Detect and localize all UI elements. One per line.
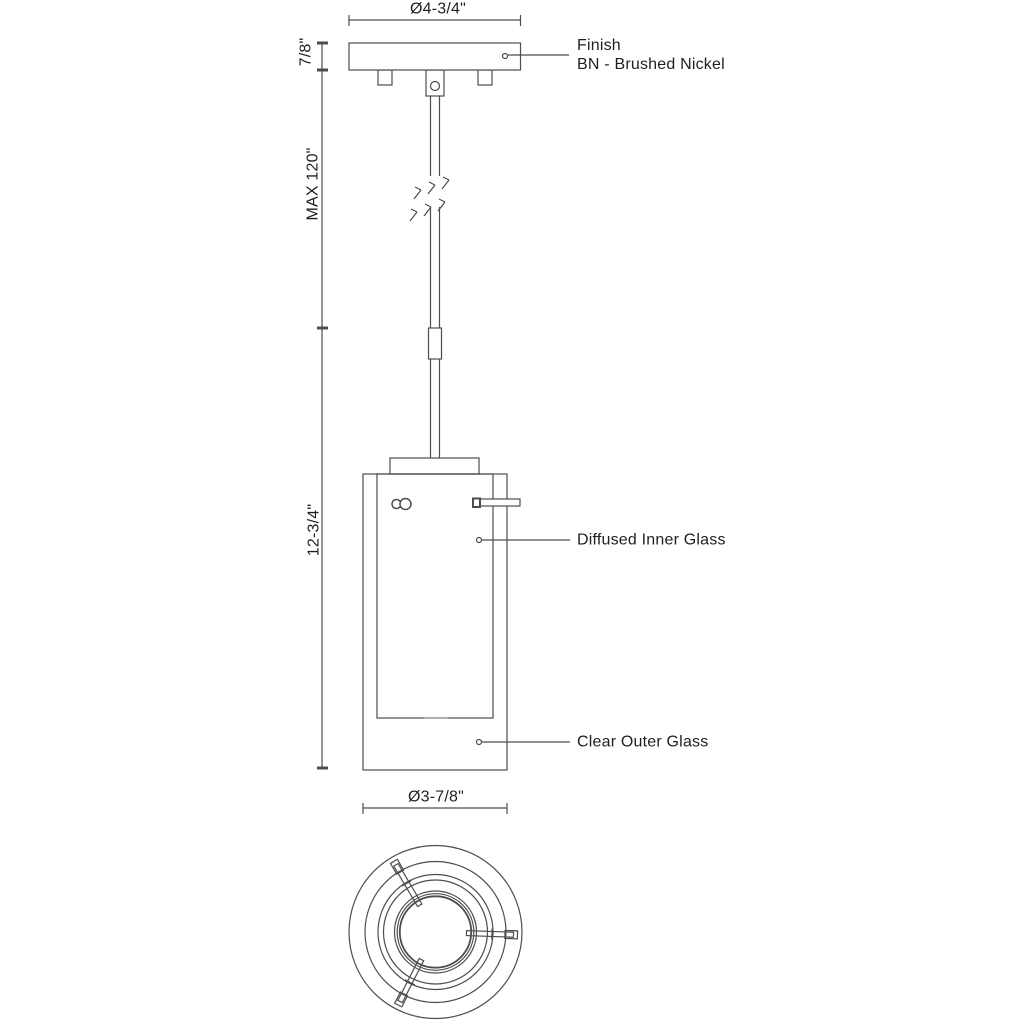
canopy-height-label: 7/8" xyxy=(297,37,315,67)
max-drop-label: MAX 120" xyxy=(304,147,322,221)
finish-callout-value: BN - Brushed Nickel xyxy=(577,56,725,73)
coupler-screw-hole xyxy=(431,82,440,91)
canopy-tab-right xyxy=(478,70,492,85)
inner-glass-leader-dot xyxy=(477,538,482,543)
inner-glass-outline xyxy=(377,474,493,718)
body-height-label: 12-3/4" xyxy=(305,503,323,557)
finish-callout xyxy=(577,36,725,74)
thumb-screw-knob xyxy=(400,499,411,510)
break-symbol-upper xyxy=(414,177,449,199)
cord-connector xyxy=(429,328,442,359)
inner-glass-circle xyxy=(378,875,493,990)
bottom-view xyxy=(349,846,522,1019)
lamp-opening-circle xyxy=(400,896,471,967)
glass-assembly xyxy=(363,458,520,770)
finish-callout-title: Finish xyxy=(577,37,621,54)
side-screw-head xyxy=(473,499,480,508)
canopy-tab-left xyxy=(378,70,392,85)
body-diameter-label: Ø3-7/8" xyxy=(408,788,464,806)
canopy-diameter-label: Ø4-3/4" xyxy=(410,0,466,18)
canopy-assembly xyxy=(349,43,569,96)
finish-leader-dot xyxy=(503,54,508,59)
socket-cap xyxy=(390,458,479,474)
outer-glass-callout: Clear Outer Glass xyxy=(577,733,709,751)
inner-glass-callout: Diffused Inner Glass xyxy=(577,531,726,549)
canopy-plate xyxy=(349,43,521,70)
stem-coupler-block xyxy=(426,70,444,96)
suspension-cord xyxy=(410,96,449,458)
outer-glass-circle xyxy=(365,862,506,1003)
outer-glass-leader-dot xyxy=(477,740,482,745)
callout-leaders xyxy=(477,538,571,745)
outer-glass-outline xyxy=(363,474,507,770)
socket-cap-inner-circle xyxy=(397,894,474,971)
socket-cap-circle xyxy=(395,891,477,973)
